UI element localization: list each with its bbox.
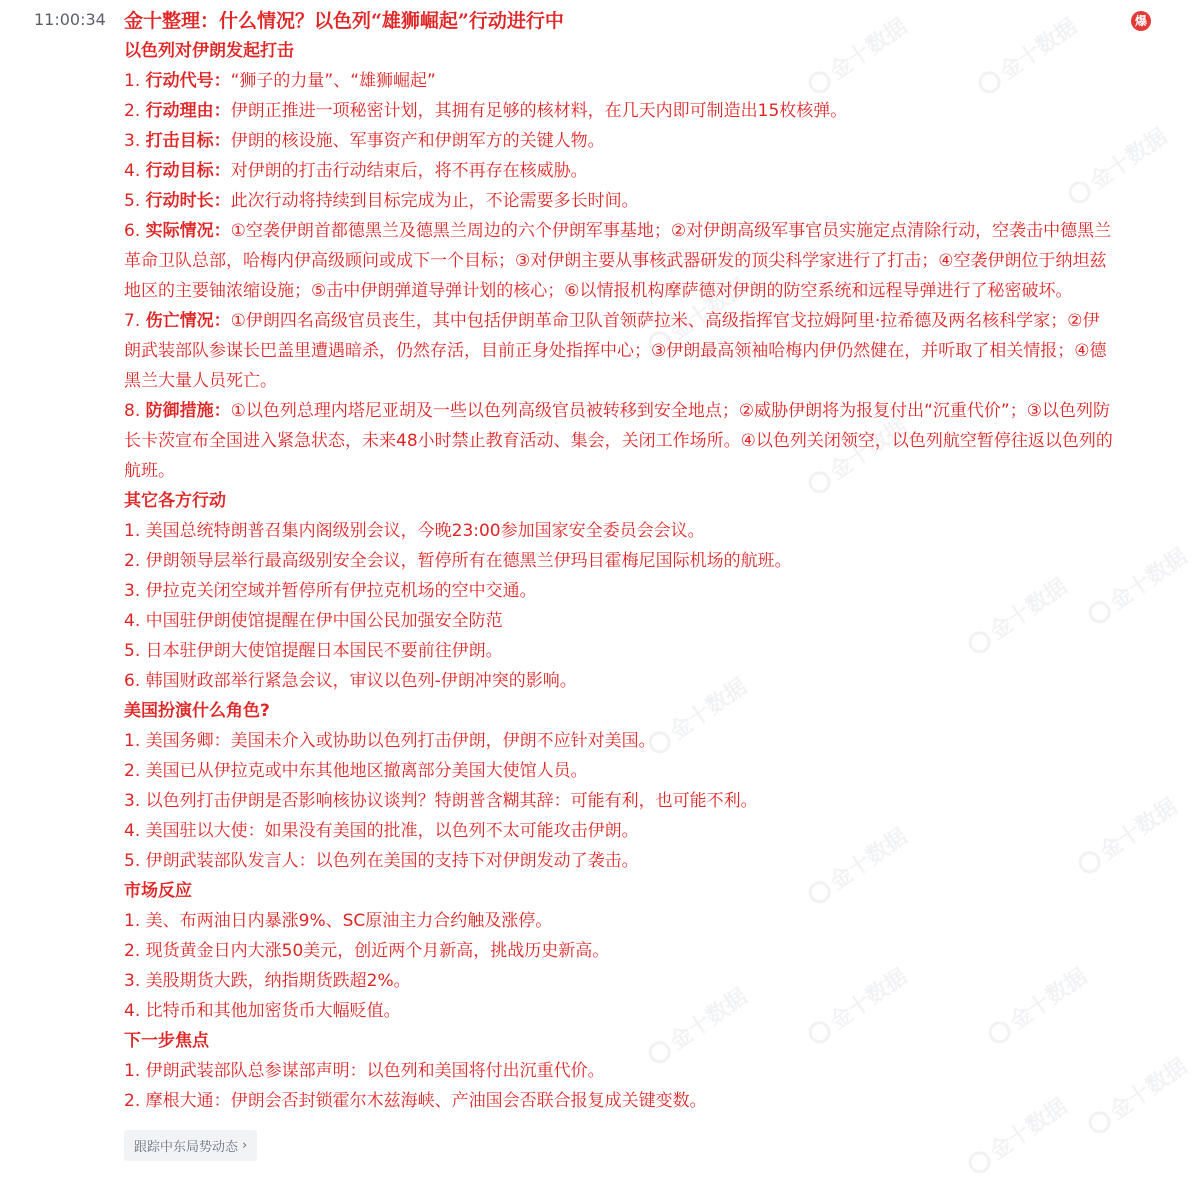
list-item-text: 日本驻伊朗大使馆提醒日本国民不要前往伊朗。 — [145, 641, 503, 661]
list-item-text: ①以色列总理内塔尼亚胡及一些以色列高级官员被转移到安全地点；②威胁伊朗将为报复付出“沉重代价”；③以色列防长卡茨宣布全国进入紧急状态，未来48小时禁止教育活动、集会，关闭工作场所。④以色列关闭领空，以色列航空暂停往返以色列的航班。 — [124, 401, 1113, 481]
news-timestamp: 11:00:34 — [34, 10, 106, 29]
list-item-key: 行动目标： — [145, 161, 231, 181]
news-sections — [124, 36, 1116, 1116]
follow-topic-button[interactable] — [124, 1130, 257, 1161]
list-item-number: 5. — [124, 641, 146, 661]
watermark: 金十数据 — [961, 1090, 1072, 1181]
watermark: 金十数据 — [801, 960, 912, 1051]
list-item-number: 4. — [124, 611, 146, 631]
list-item-text: “狮子的力量”、“雄狮崛起” — [230, 71, 436, 91]
watermark: 金十数据 — [971, 10, 1082, 101]
list-item — [124, 1056, 1116, 1086]
list-item-number: 1. — [124, 521, 146, 541]
list-item-number: 7. — [124, 311, 146, 331]
section-title: 市场反应 — [124, 881, 192, 901]
watermark: 金十数据 — [1081, 1050, 1192, 1141]
list-item-text: 美国总统特朗普召集内阁级别会议，今晚23:00参加国家安全委员会会议。 — [145, 521, 705, 541]
watermark: 金十数据 — [981, 960, 1092, 1051]
list-item — [124, 636, 1116, 666]
list-item — [124, 306, 1116, 396]
list-item-key: 行动时长： — [145, 191, 231, 211]
list-item — [124, 396, 1116, 486]
list-item-text: 摩根大通：伊朗会否封锁霍尔木兹海峡、产油国会否联合报复成关键变数。 — [145, 1091, 707, 1111]
news-content — [124, 8, 1116, 1161]
list-item — [124, 216, 1116, 306]
watermark: 金十数据 — [1071, 790, 1182, 881]
list-item — [124, 1086, 1116, 1116]
list-item-number: 8. — [124, 401, 146, 421]
list-item-number: 3. — [124, 131, 146, 151]
list-item-text: 伊朗武装部队发言人：以色列在美国的支持下对伊朗发动了袭击。 — [145, 851, 639, 871]
list-item-key: 实际情况： — [145, 221, 231, 241]
chevron-right-icon: › — [242, 1138, 248, 1153]
list-item-text: 美、布两油日内暴涨9%、SC原油主力合约触及涨停。 — [145, 911, 553, 931]
list-item — [124, 516, 1116, 546]
list-item-number: 2. — [124, 1091, 146, 1111]
watermark: 金十数据 — [1061, 120, 1172, 211]
list-item-text: 以色列打击伊朗是否影响核协议谈判？特朗普含糊其辞：可能有利，也可能不利。 — [145, 791, 758, 811]
list-item — [124, 156, 1116, 186]
list-item-key: 行动理由： — [145, 101, 231, 121]
list-item-key: 防御措施： — [145, 401, 231, 421]
list-item-text: 美国已从伊拉克或中东其他地区撤离部分美国大使馆人员。 — [145, 761, 588, 781]
list-item-text: 伊朗领导层举行最高级别安全会议，暂停所有在德黑兰伊玛目霍梅尼国际机场的航班。 — [145, 551, 792, 571]
list-item-text: 美国务卿：美国未介入或协助以色列打击伊朗，伊朗不应针对美国。 — [145, 731, 656, 751]
list-item-text: ①空袭伊朗首都德黑兰及德黑兰周边的六个伊朗军事基地；②对伊朗高级军事官员实施定点清除行动，空袭击中德黑兰革命卫队总部，哈梅内伊高级顾问或成下一个目标；③对伊朗主要从事核武器研发的顶尖科学家进行了打击；④空袭伊朗位于纳坦兹地区的主要铀浓缩设施；⑤击中伊朗弹道导弹计划的核心；⑥以情报机构摩萨德对伊朗的防空系统和远程导弹进行了秘密破坏。 — [124, 221, 1112, 301]
list-item — [124, 546, 1116, 576]
list-item — [124, 996, 1116, 1026]
watermark: 金十数据 — [641, 670, 752, 761]
list-item-text: 伊朗武装部队总参谋部声明：以色列和美国将付出沉重代价。 — [145, 1061, 605, 1081]
list-item — [124, 966, 1116, 996]
list-item — [124, 786, 1116, 816]
list-item-number: 2. — [124, 101, 146, 121]
list-item-number: 3. — [124, 581, 146, 601]
list-item — [124, 756, 1116, 786]
list-item — [124, 606, 1116, 636]
list-item-number: 1. — [124, 1061, 146, 1081]
list-item-number: 4. — [124, 1001, 146, 1021]
list-item-number: 1. — [124, 911, 146, 931]
list-item-number: 5. — [124, 191, 146, 211]
section-title: 其它各方行动 — [124, 491, 226, 511]
list-item — [124, 576, 1116, 606]
list-item — [124, 666, 1116, 696]
watermark: 金十数据 — [1081, 540, 1192, 631]
list-item — [124, 906, 1116, 936]
list-item-number: 1. — [124, 71, 146, 91]
list-item-key: 打击目标： — [145, 131, 231, 151]
list-item-key: 伤亡情况： — [145, 311, 231, 331]
follow-topic-label: 跟踪中东局势动态 — [134, 1140, 239, 1155]
watermark: 金十数据 — [641, 270, 752, 361]
list-item-number: 2. — [124, 941, 146, 961]
list-item-number: 3. — [124, 791, 146, 811]
list-item-text: 伊拉克关闭空域并暂停所有伊拉克机场的空中交通。 — [145, 581, 537, 601]
list-item-text: 伊朗正推进一项秘密计划，其拥有足够的核材料，在几天内即可制造出15枚核弹。 — [230, 101, 848, 121]
list-item-number: 1. — [124, 731, 146, 751]
section-title: 下一步焦点 — [124, 1031, 209, 1051]
list-item-text: 韩国财政部举行紧急会议，审议以色列-伊朗冲突的影响。 — [145, 671, 577, 691]
list-item-number: 6. — [124, 671, 146, 691]
list-item-number: 6. — [124, 221, 146, 241]
watermark: 金十数据 — [961, 570, 1072, 661]
list-item-number: 2. — [124, 551, 146, 571]
watermark: 金十数据 — [641, 980, 752, 1071]
list-item — [124, 126, 1116, 156]
list-item — [124, 96, 1116, 126]
list-item — [124, 66, 1116, 96]
list-item-number: 4. — [124, 161, 146, 181]
watermark: 金十数据 — [801, 820, 912, 911]
list-item-number: 5. — [124, 851, 146, 871]
list-item-key: 行动代号： — [145, 71, 231, 91]
watermark: 金十数据 — [801, 10, 912, 101]
list-item-number: 3. — [124, 971, 146, 991]
list-item-text: 伊朗的核设施、军事资产和伊朗军方的关键人物。 — [230, 131, 605, 151]
list-item — [124, 816, 1116, 846]
list-item-text: 比特币和其他加密货币大幅贬值。 — [145, 1001, 401, 1021]
list-item-number: 2. — [124, 761, 146, 781]
list-item-text: 美股期货大跌，纳指期货跌超2%。 — [145, 971, 411, 991]
section-title: 美国扮演什么角色? — [124, 701, 270, 721]
watermark: 金十数据 — [801, 410, 912, 501]
list-item — [124, 726, 1116, 756]
list-item — [124, 936, 1116, 966]
list-item-text: ①伊朗四名高级官员丧生，其中包括伊朗革命卫队首领萨拉米、高级指挥官戈拉姆阿里·拉希德及两名核科学家；②伊朗武装部队参谋长巴盖里遭遇暗杀，仍然存活，目前正身处指挥中心；③伊朗最高领袖哈梅内伊仍然健在，并听取了相关情报；④德黑兰大量人员死亡。 — [124, 311, 1107, 391]
list-item-number: 4. — [124, 821, 146, 841]
list-item-text: 此次行动将持续到目标完成为止，不论需要多长时间。 — [230, 191, 639, 211]
list-item-text: 对伊朗的打击行动结束后，将不再存在核威胁。 — [230, 161, 588, 181]
news-headline[interactable]: 金十整理：什么情况？以色列“雄狮崛起”行动进行中 — [124, 10, 564, 32]
hot-badge: 爆 — [1131, 11, 1151, 31]
section-title: 以色列对伊朗发起打击 — [124, 41, 294, 61]
list-item-text: 中国驻伊朗使馆提醒在伊中国公民加强安全防范 — [145, 611, 503, 631]
list-item-text: 美国驻以大使：如果没有美国的批准，以色列不太可能攻击伊朗。 — [145, 821, 639, 841]
list-item — [124, 186, 1116, 216]
list-item — [124, 846, 1116, 876]
list-item-text: 现货黄金日内大涨50美元，创近两个月新高，挑战历史新高。 — [145, 941, 610, 961]
